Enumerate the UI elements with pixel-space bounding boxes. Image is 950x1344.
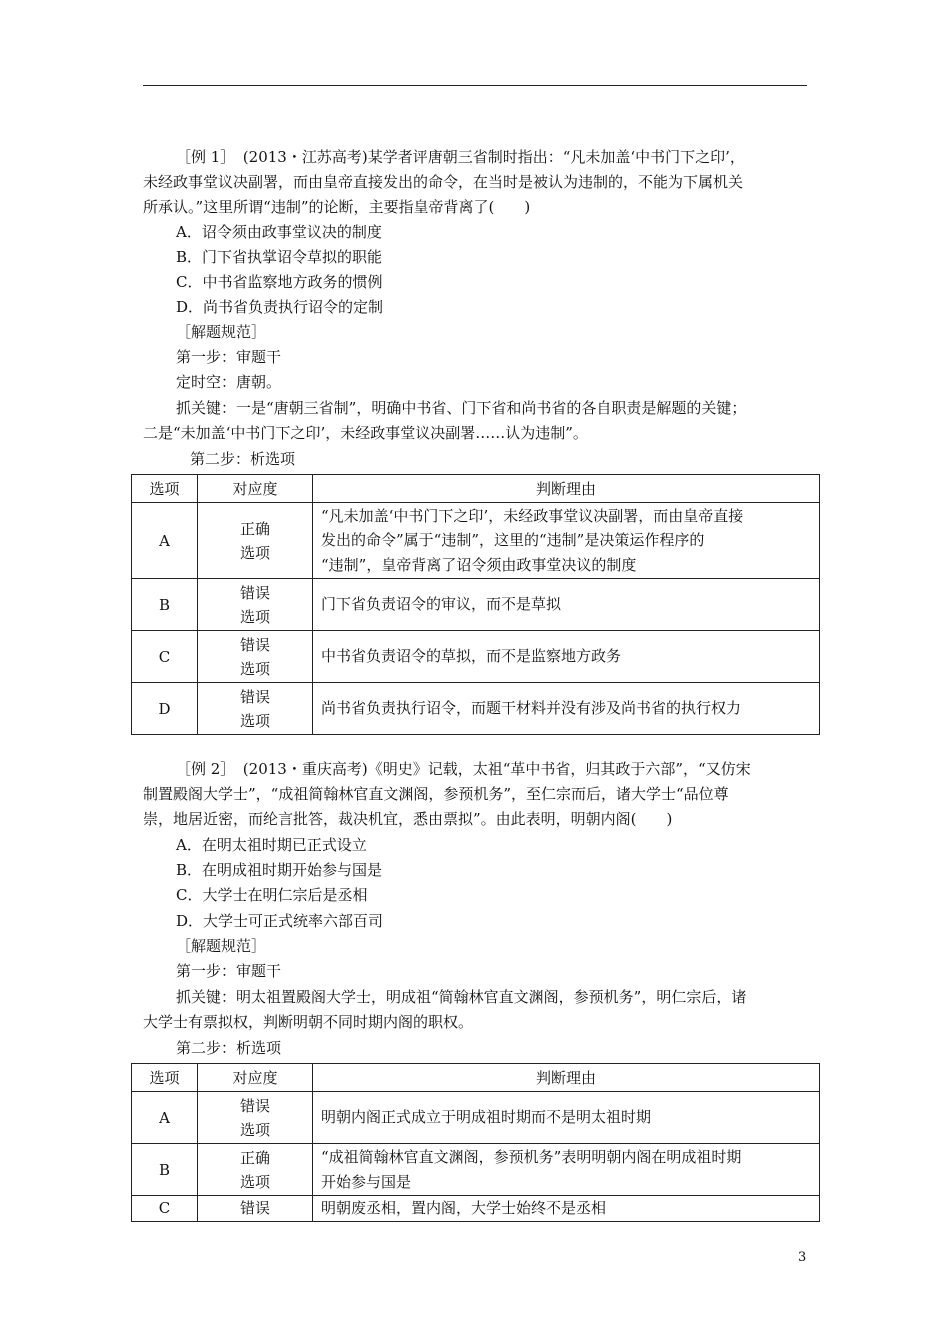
degree-line1: 正确 <box>239 519 270 538</box>
example2-key-line1: 抓关键：明太祖置殿阁大学士，明成祖“简翰林官直文渊阁，参预机务”，明仁宗后，诸 <box>176 988 747 1006</box>
table-header-row <box>132 1064 820 1092</box>
degree-line2: 选项 <box>239 543 270 562</box>
row-reason: 明朝废丞相，置内阁，大学士始终不是丞相 <box>313 1196 820 1222</box>
table-row <box>132 1092 820 1144</box>
header-reason: 判断理由 <box>313 1064 820 1092</box>
reason-line2: 发出的命令”属于“违制”，这里的“违制”是决策运作程序的 <box>321 531 705 550</box>
example2-text-line1: ［例 2］ (2013・重庆高考)《明史》记载，太祖“革中书省，归其政于六部”，“又仿宋 <box>176 760 751 778</box>
example2-option-b: B．在明成祖时期开始参与国是 <box>176 861 383 879</box>
row-option: B <box>132 1144 198 1196</box>
row-option: A <box>132 503 198 579</box>
row-degree <box>198 579 313 631</box>
degree-line1: 错误 <box>239 1096 270 1115</box>
example1-key-line2: 二是“未加盖‘中书门下之印’，未经政事堂议决副署……认为违制”。 <box>143 424 588 442</box>
row-option: C <box>132 1196 198 1222</box>
example1-step2: 第二步：析选项 <box>190 450 296 468</box>
row-degree <box>198 503 313 579</box>
table-header-row <box>132 475 820 503</box>
example2-option-a: A．在明太祖时期已正式设立 <box>176 836 367 854</box>
table-row <box>132 1144 820 1196</box>
degree-line1: 错误 <box>239 635 270 654</box>
row-option: C <box>132 631 198 683</box>
reason-line1: “凡未加盖‘中书门下之印’，未经政事堂议决副署，而由皇帝直接 <box>321 506 744 525</box>
example2-text-line2: 制置殿阁大学士”，“成祖简翰林官直文渊阁，参预机务”，至仁宗而后，诸大学士“品位尊 <box>143 785 729 803</box>
reason-line3: “违制”，皇帝背离了诏令须由政事堂决议的制度 <box>321 555 637 574</box>
example2-step2: 第二步：析选项 <box>176 1039 282 1057</box>
degree-line1: 错误 <box>239 583 270 602</box>
table-row <box>132 631 820 683</box>
example2-analysis-table <box>131 1063 820 1222</box>
degree-line2: 选项 <box>239 607 270 626</box>
header-degree: 对应度 <box>198 1064 313 1092</box>
row-reason <box>313 503 820 579</box>
example1-text-line2: 未经政事堂议决副署，而由皇帝直接发出的命令，在当时是被认为违制的，不能为下属机关 <box>143 173 744 191</box>
row-degree <box>198 631 313 683</box>
example2-option-c: C．大学士在明仁宗后是丞相 <box>176 886 368 904</box>
degree-line2: 选项 <box>239 1172 270 1191</box>
row-degree <box>198 1144 313 1196</box>
row-reason: 中书省负责诏令的草拟，而不是监察地方政务 <box>313 631 820 683</box>
row-reason: 门下省负责诏令的审议，而不是草拟 <box>313 579 820 631</box>
row-degree: 错误 <box>198 1196 313 1222</box>
header-degree: 对应度 <box>198 475 313 503</box>
row-reason: 明朝内阁正式成立于明成祖时期而不是明太祖时期 <box>313 1092 820 1144</box>
header-option: 选项 <box>132 1064 198 1092</box>
header-reason: 判断理由 <box>313 475 820 503</box>
example2-step1: 第一步：审题干 <box>176 962 282 980</box>
example2-solution-label: ［解题规范］ <box>176 937 267 955</box>
table-row <box>132 683 820 735</box>
row-option: D <box>132 683 198 735</box>
header-option: 选项 <box>132 475 198 503</box>
row-degree <box>198 1092 313 1144</box>
example1-option-a: A．诏令须由政事堂议决的制度 <box>176 223 382 241</box>
example1-text-line1: ［例 1］ (2013・江苏高考)某学者评唐朝三省制时指出：“凡未加盖‘中书门下之印’， <box>176 148 745 166</box>
degree-line1: 错误 <box>239 687 270 706</box>
degree-line2: 选项 <box>239 1120 270 1139</box>
reason-line2: 开始参与国是 <box>321 1172 412 1191</box>
example1-step1: 第一步：审题干 <box>176 348 282 366</box>
example1-time-space: 定时空：唐朝。 <box>176 373 282 391</box>
table-row <box>132 1196 820 1222</box>
example1-option-b: B．门下省执掌诏令草拟的职能 <box>176 248 383 266</box>
row-option: B <box>132 579 198 631</box>
row-degree <box>198 683 313 735</box>
table-row <box>132 503 820 579</box>
table-row <box>132 579 820 631</box>
row-option: A <box>132 1092 198 1144</box>
example2-key-line2: 大学士有票拟权，判断明朝不同时期内阁的职权。 <box>143 1013 474 1031</box>
example1-text-line3: 所承认。”这里所谓“违制”的论断，主要指皇帝背离了( ) <box>143 198 531 216</box>
example2-text-line3: 崇，地居近密，而纶言批答，裁决机宜，悉由票拟”。由此表明，明朝内阁( ) <box>143 810 673 828</box>
row-reason <box>313 1144 820 1196</box>
example1-analysis-table <box>131 474 820 735</box>
row-reason: 尚书省负责执行诏令，而题干材料并没有涉及尚书省的执行权力 <box>313 683 820 735</box>
reason-line1: “成祖简翰林官直文渊阁，参预机务”表明明朝内阁在明成祖时期 <box>321 1148 742 1166</box>
example1-option-c: C．中书省监察地方政务的惯例 <box>176 273 383 291</box>
degree-line1: 正确 <box>239 1148 270 1167</box>
degree-line2: 选项 <box>239 659 270 678</box>
header-rule <box>143 85 807 86</box>
example1-option-d: D．尚书省负责执行诏令的定制 <box>176 298 384 316</box>
degree-line2: 选项 <box>239 711 270 730</box>
example2-option-d: D．大学士可正式统率六部百司 <box>176 912 384 930</box>
page-number: 3 <box>798 1250 807 1265</box>
example1-solution-label: ［解题规范］ <box>176 323 267 341</box>
example1-key-line1: 抓关键：一是“唐朝三省制”，明确中书省、门下省和尚书省的各自职责是解题的关键； <box>176 399 747 417</box>
